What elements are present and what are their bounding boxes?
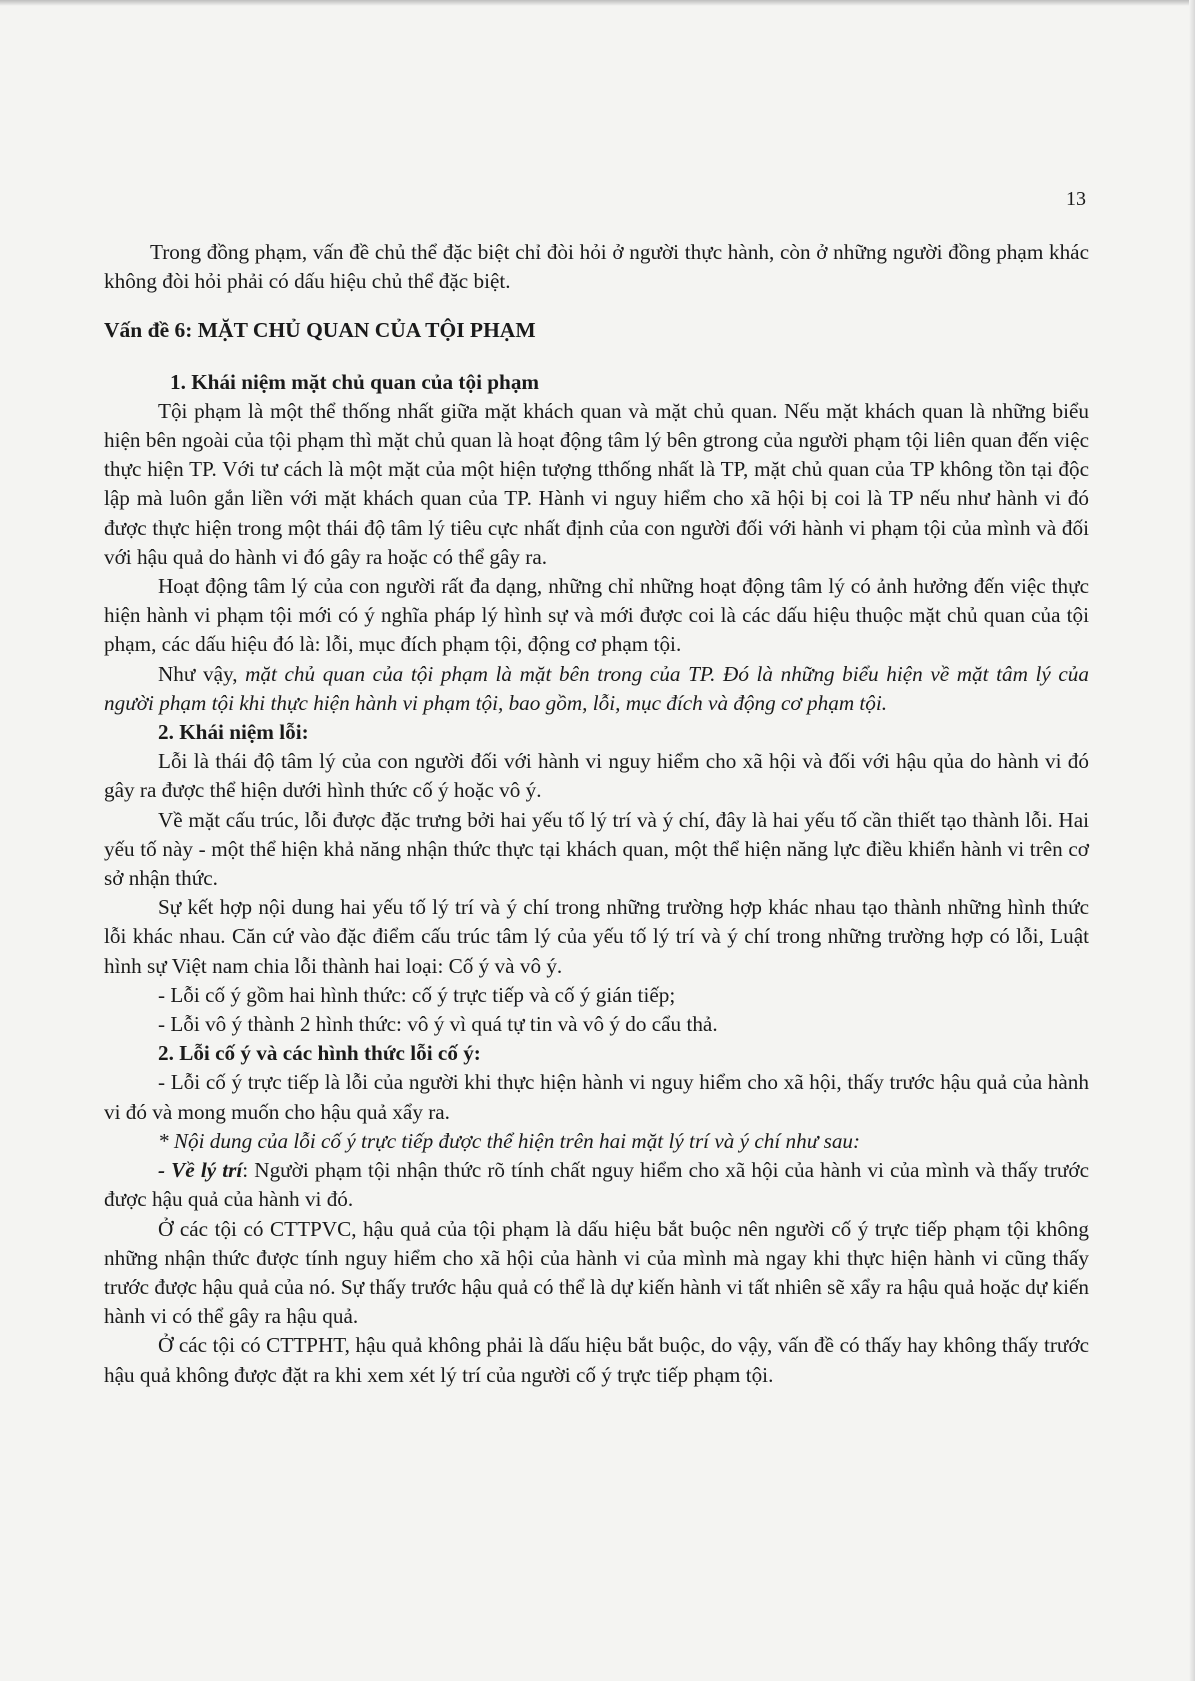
definition-text: mặt chủ quan của tội phạm là mặt bên trong của TP. Đó là những biểu hiện về mặt tâm lý của người phạm tội khi thực hiện hành vi phạm tội, bao gồm, lỗi, mục đích và động cơ phạm tội. bbox=[104, 661, 1089, 715]
paragraph: Ở các tội có CTTPVC, hậu quả của tội phạm là dấu hiệu bắt buộc nên người cố ý trực tiếp phạm tội không những nhận thức được tính nguy hiểm cho xã hội của hành vi của mình mà ngay khi thực hiện hành vi cũng thấy trước được hậu quả của nó. Sự thấy trước hậu quả có thể là dự kiến hành vi tất nhiên sẽ xẩy ra hậu quả hoặc dự kiến hành vi có thể gây ra hậu quả. bbox=[104, 1216, 1089, 1329]
section-heading-fault: 2. Khái niệm lỗi: bbox=[158, 720, 309, 745]
definition-lead: Như vậy, bbox=[158, 661, 246, 686]
reason-text: : Người phạm tội nhận thức rõ tính chất nguy hiểm cho xã hội của hành vi của mình và thấy trước được hậu quả của hành vi đó. bbox=[104, 1158, 1089, 1212]
paragraph: Ở các tội có CTTPHT, hậu quả không phải là dấu hiệu bắt buộc, do vậy, vấn đề có thấy hay không thấy trước hậu quả không được đặt ra khi xem xét lý trí của người cố ý trực tiếp phạm tội. bbox=[104, 1333, 1089, 1387]
section-heading-intent: 2. Lỗi cố ý và các hình thức lỗi cố ý: bbox=[158, 1041, 481, 1066]
paragraph: Về mặt cấu trúc, lỗi được đặc trưng bởi hai yếu tố lý trí và ý chí, đây là hai yếu tố cần thiết tạo thành lỗi. Hai yếu tố này - một thể hiện khả năng nhận thức thực tại khách quan, một thể hiện năng lực điều khiển hành vi trên cơ sở nhận thức. bbox=[104, 807, 1089, 891]
paragraph-definition bbox=[104, 660, 1089, 718]
document-body bbox=[104, 238, 1089, 1390]
paragraph: Lỗi là thái độ tâm lý của con người đối với hành vi nguy hiểm cho xã hội và đối với hậu qủa do hành vi đó gây ra được thể hiện dưới hình thức cố ý hoặc vô ý. bbox=[104, 749, 1089, 803]
paragraph-reason bbox=[104, 1156, 1089, 1214]
page-number: 13 bbox=[1066, 188, 1086, 210]
paragraph: - Lỗi cố ý trực tiếp là lỗi của người khi thực hiện hành vi nguy hiểm cho xã hội, thấy trước hậu quả của hành vi đó và mong muốn cho hậu quả xẩy ra. bbox=[104, 1070, 1089, 1124]
reason-label: - Về lý trí bbox=[158, 1158, 243, 1183]
list-item: - Lỗi cố ý gồm hai hình thức: cố ý trực tiếp và cố ý gián tiếp; bbox=[158, 982, 676, 1007]
section-heading-concept: 1. Khái niệm mặt chủ quan của tội phạm bbox=[170, 369, 540, 394]
intro-paragraph: Trong đồng phạm, vấn đề chủ thể đặc biệt chỉ đòi hỏi ở người thực hành, còn ở những người đồng phạm khác không đòi hỏi phải có dấu hiệu chủ thể đặc biệt. bbox=[104, 240, 1089, 294]
paragraph-italic-note: * Nội dung của lỗi cố ý trực tiếp được thể hiện trên hai mặt lý trí và ý chí như sau: bbox=[158, 1128, 861, 1153]
page-edge-right bbox=[1189, 0, 1195, 1681]
paragraph: Hoạt động tâm lý của con người rất đa dạng, những chỉ những hoạt động tâm lý có ảnh hưởng đến việc thực hiện hành vi phạm tội mới có ý nghĩa pháp lý hình sự và mới được coi là các dấu hiệu thuộc mặt chủ quan của tội phạm, các dấu hiệu đó là: lỗi, mục đích phạm tội, động cơ phạm tội. bbox=[104, 574, 1089, 657]
paragraph: Sự kết hợp nội dung hai yếu tố lý trí và ý chí trong những trường hợp khác nhau tạo thành những hình thức lỗi khác nhau. Căn cứ vào đặc điểm cấu trúc tâm lý của yếu tố lý trí và ý chí trong những trường hợp có lỗi, Luật hình sự Việt nam chia lỗi thành hai loại: Cố ý và vô ý. bbox=[104, 895, 1089, 978]
list-item: - Lỗi vô ý thành 2 hình thức: vô ý vì quá tự tin và vô ý do cẩu thả. bbox=[158, 1012, 718, 1037]
paragraph: Tội phạm là một thể thống nhất giữa mặt khách quan và mặt chủ quan. Nếu mặt khách quan là những biểu hiện bên ngoài của tội phạm thì mặt chủ quan là hoạt động tâm lý bên gtrong của người phạm tội liên quan đến việc thực hiện TP. Với tư cách là một mặt của một hiện tượng tthống nhất là TP, mặt chủ quan của TP không tồn tại độc lập mà luôn gắn liền với mặt khách quan của TP. Hành vi nguy hiểm cho xã hội bị coi là TP nếu như hành vi đó được thực hiện trong một thái độ tâm lý tiêu cực nhất định của con người đối với hành vi phạm tội của mình và đối với hậu quả do hành vi đó gây ra hoặc có thể gây ra. bbox=[104, 398, 1089, 569]
page-edge-top bbox=[0, 0, 1195, 6]
chapter-title: Vấn đề 6: MẶT CHỦ QUAN CỦA TỘI PHẠM bbox=[104, 318, 536, 343]
